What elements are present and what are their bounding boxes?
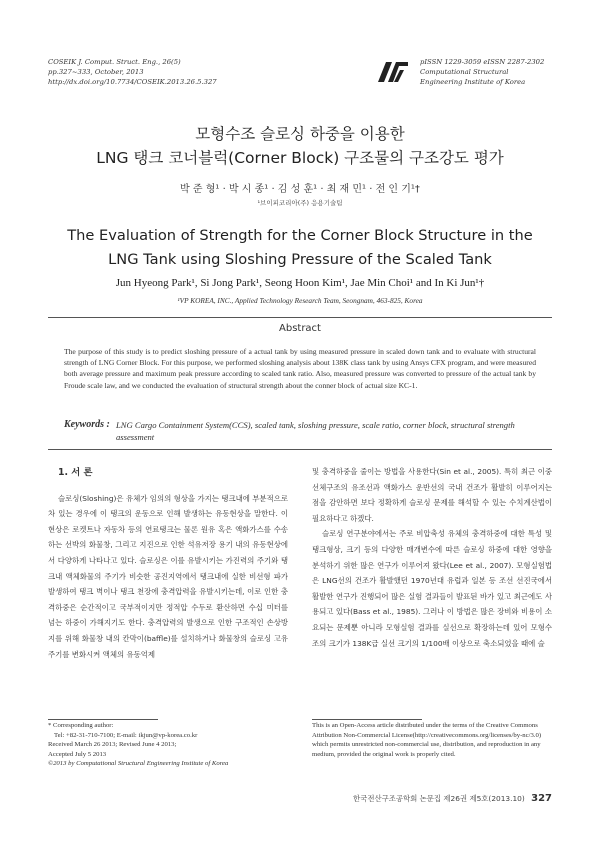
page-footer: [330, 793, 552, 804]
footer-journal: 한국전산구조공학회 논문집 제26권 제5호(2013.10): [353, 794, 525, 803]
issn: pISSN 1229-3059 eISSN 2287-2302: [420, 58, 545, 66]
open-access-notice: This is an Open-Access article distributed under the terms of the Creative Commons Attribution Non-Commercial License(http://creativecommons.org/licenses/by-nc/3.0) which permits unrestricted non-commercial use, distribution, and reproduction in any medium, provided the original work is properly cited.: [312, 722, 542, 758]
doi-link[interactable]: http://dx.doi.org/10.7734/COSEIK.2013.26.5.327: [48, 78, 217, 86]
section-heading-introduction: 1. 서 론: [58, 467, 93, 478]
title-korean-line2: LNG 탱크 코너블럭(Corner Block) 구조물의 구조강도 평가: [96, 149, 504, 167]
author-contact: Tel: +82-31-710-7100; E-mail: ikjun@vp-korea.co.kr: [54, 731, 198, 739]
society-header: [420, 57, 544, 87]
abstract-heading: Abstract: [279, 323, 321, 334]
authors-korean: 박 준 형¹ · 박 시 종¹ · 김 성 훈¹ · 최 재 민¹ · 전 인 기¹†: [180, 184, 420, 195]
footnote-left: [48, 721, 298, 769]
journal-pages: pp.327~333, October, 2013: [48, 68, 144, 76]
intro-paragraph-3: 슬로싱 연구분야에서는 주로 비압축성 유체의 충격하중에 대한 특성 및 탱크형상, 크기 등의 다양한 매개변수에 따른 슬로싱 하중에 대한 영향을 분석하기 위한 많은 연구가 이루어져 왔다(Lee et al., 2007). 모형실험법은 LNG선의 건조가 활발했던 1970년대 유럽과 일본 등 조선 선진국에서 활발한 연구가 진행되어 많은 실험 결과들이 발표된 바가 있고 최근에도 사용되고 있다(Bass et al., 1985). 그러나 이 방법은 많은 장비와 비용이 소요되는 문제뿐 아니라 모형실험 결과를 실선으로 확장하는데 있어 모형수조의 크기가 138K급 실선 크기의 1/100배 이상으로 축소되었을 때에 슬: [312, 529, 552, 648]
journal-header: [48, 57, 217, 87]
abstract-top-rule: [48, 317, 552, 318]
keywords-text: LNG Cargo Containment System(CCS), scaled tank, sloshing pressure, scale ratio, corner block, structural strength assessment: [116, 420, 515, 442]
keywords-label: Keywords :: [64, 419, 110, 430]
title-english-line1: The Evaluation of Strength for the Corner Block Structure in the: [67, 227, 533, 244]
page-number: 327: [531, 793, 552, 804]
keywords: [64, 419, 544, 443]
society-name-1: Computational Structural: [420, 68, 509, 76]
intro-paragraph-2: 및 충격하중을 줄이는 방법을 사용한다(Sin et al., 2005). 특히 최근 이중 선체구조의 유조선과 액화가스 운반선의 국내 건조가 활발히 이루어지는 점을 감안하면 보다 정확하게 슬로싱 문제를 해석할 수 있는 수치계산법이 필요하다고 하겠다.: [312, 467, 552, 523]
affiliation-korean: ¹브이피코리아(주) 응용기술팀: [257, 199, 343, 207]
intro-paragraph-1: 슬로싱(Sloshing)은 유체가 임의의 형상을 가지는 탱크내에 부분적으로 차 있는 경우에 이 탱크의 운동으로 인해 발생하는 유동현상을 말한다. 이 현상은 로켓트나 자동차 등의 연료탱크는 물론 원유 혹은 액화가스를 수송하는 선박의 화물창, 그리고 지진으로 인한 석유저장 용기 내의 유동현상에서 다양하게 나타나고 있다. 슬로싱은 이를 유발시키는 가진력의 주기와 탱크내 액체화물의 주기가 비슷한 공진지역에서 탱크내에 실한 비선형 파가 발생하여 탱크 벽이나 탱크 천장에 충격압력을 유발시키는데, 이로 인한 충격하중은 순간적이고 국부적이지만 정적압 수두로 환산하면 수십 미터를 넘는 하중이 가해지기도 한다. 충격압력의 발생으로 인한 구조적인 손상방지를 위해 화물창 내의 칸막이(baffle)를 설치하거나 화물창의 슬로싱 고유주기를 변화시켜 액체의 유동억제: [48, 493, 288, 659]
corresponding-author: * Corresponding author:: [48, 722, 114, 729]
body-column-left: [48, 465, 288, 662]
title-english: [0, 224, 600, 272]
society-name-2: Engineering Institute of Korea: [420, 78, 526, 86]
affiliation-english: ¹VP KOREA, INC., Applied Technology Research Team, Seongnam, 463-825, Korea: [177, 296, 423, 305]
accepted-date: Accepted July 5 2013: [48, 750, 107, 758]
title-korean: [0, 122, 600, 170]
copyright: ©2013 by Computational Structural Engineering Institute of Korea: [48, 760, 229, 768]
journal-citation: COSEIK J. Comput. Struct. Eng., 26(5): [48, 58, 181, 66]
title-english-line2: LNG Tank using Sloshing Pressure of the Scaled Tank: [108, 251, 492, 268]
title-korean-line1: 모형수조 슬로싱 하중을 이용한: [195, 125, 405, 143]
body-column-right: [312, 464, 552, 651]
keywords-bottom-rule: [48, 449, 552, 450]
society-logo-icon: [378, 62, 408, 82]
abstract-text: The purpose of this study is to predict sloshing pressure of a actual tank by using measured pressure in scaled down tank and to evaluate with structural strength of LNG Corner Block. For this purpose, we performed sloshing analysis about 138K class tank by using Ansys CFX program, and were measured both average pressure and maximum peak pressure according to scaled tank ratio. Also, measured pressure was converted to pressure of the actual tank by Froude scale law, and we conducted the evaluation of structural strength about the conner block of actual size KC-1.: [64, 347, 536, 390]
authors-english: Jun Hyeong Park¹, Si Jong Park¹, Seong Hoon Kim¹, Jae Min Choi¹ and In Ki Jun¹†: [115, 277, 485, 289]
footnote-rule-right: [312, 719, 422, 720]
received-date: Received March 26 2013; Revised June 4 2013;: [48, 741, 177, 749]
footnote-rule-left: [48, 719, 158, 720]
